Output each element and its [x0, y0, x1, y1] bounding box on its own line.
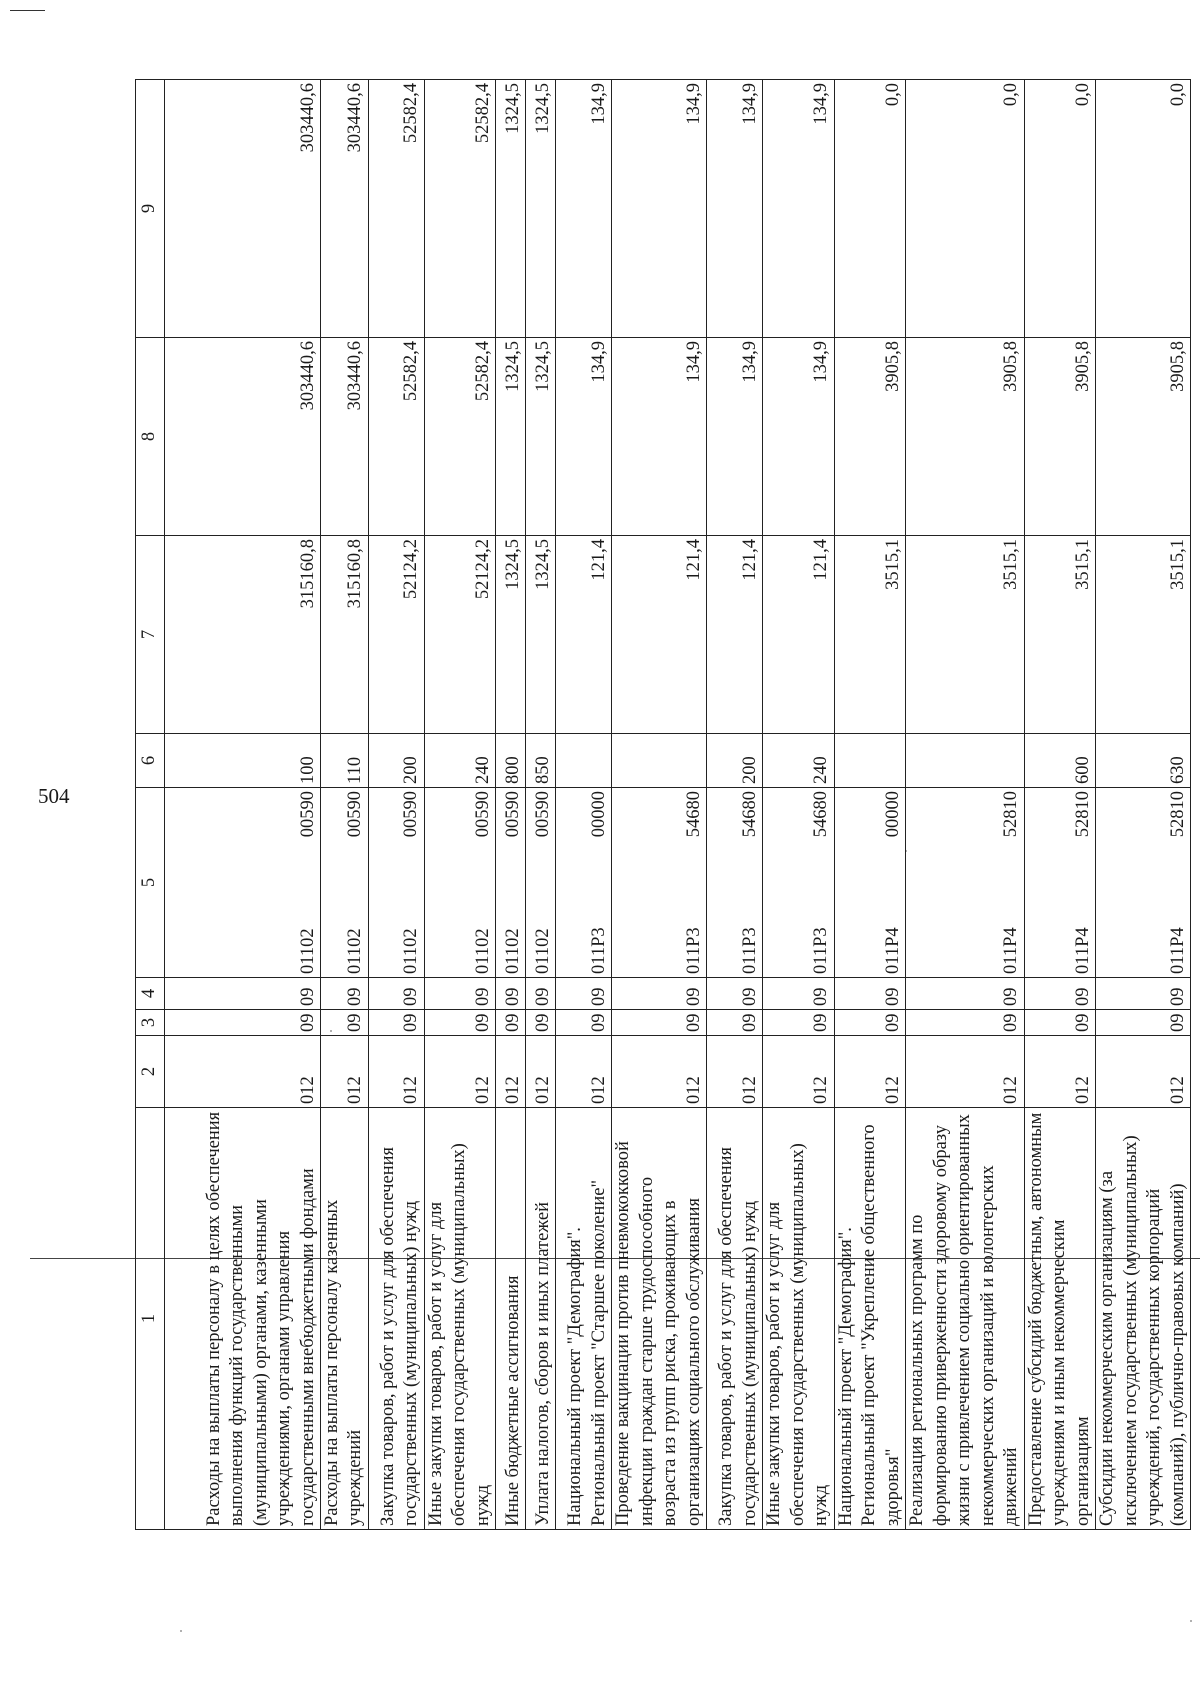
ministry-code: 012 [1024, 1036, 1095, 1108]
direction-code: 54680 [683, 791, 704, 838]
subsection-code: 09 [906, 978, 1024, 1010]
amount-col-7: 315160,8 [165, 536, 321, 734]
program-code: 01102 [472, 928, 493, 974]
ministry-code: 012 [834, 1036, 905, 1108]
program-code: 011P4 [1072, 927, 1093, 974]
ministry-code: 012 [612, 1036, 707, 1108]
ministry-code: 012 [1096, 1036, 1191, 1108]
expense-type-code: 200 [707, 734, 763, 788]
row-description: Иные закупки товаров, работ и услуг для обеспечения государственных (муниципальных) нужд [763, 1108, 834, 1530]
subsection-code: 09 [556, 978, 612, 1010]
direction-code: 54680 [739, 791, 760, 838]
program-code: 011P4 [882, 927, 903, 974]
amount-col-8: 134,9 [763, 338, 834, 536]
amount-col-9: 0,0 [906, 80, 1024, 338]
direction-code: 52810 [1001, 791, 1022, 838]
column-header-6: 6 [136, 734, 165, 788]
ministry-code: 012 [707, 1036, 763, 1108]
column-header-3: 3 [136, 1010, 165, 1036]
section-code: 09 [707, 1010, 763, 1036]
row-description: Закупка товаров, работ и услуг для обеспечения государственных (муниципальных) нужд [707, 1108, 763, 1530]
table-row [906, 80, 1024, 1530]
section-code: 09 [834, 1010, 905, 1036]
target-article-code [763, 788, 834, 978]
program-code: 011P3 [683, 927, 704, 974]
expense-type-code: 630 [1096, 734, 1191, 788]
rotated-budget-table-sheet [135, 80, 1188, 1530]
program-code: 01102 [502, 928, 523, 974]
table-header [136, 80, 165, 1530]
row-description: Национальный проект "Демография". Региональный проект "Укрепление общественного здоровья" [834, 1108, 905, 1530]
amount-col-8: 3905,8 [1096, 338, 1191, 536]
amount-col-8: 1324,5 [526, 338, 556, 536]
section-code: 09 [496, 1010, 526, 1036]
section-code: 09 [763, 1010, 834, 1036]
table-row [763, 80, 834, 1530]
amount-col-7: 121,4 [556, 536, 612, 734]
direction-code: 54680 [811, 791, 832, 838]
amount-col-7: 1324,5 [496, 536, 526, 734]
row-description: Предоставление субсидий бюджетным, автономным учреждениям и иным некоммерческим организациям [1024, 1108, 1095, 1530]
ministry-code: 012 [368, 1036, 424, 1108]
row-description: Закупка товаров, работ и услуг для обеспечения государственных (муниципальных) нужд [368, 1108, 424, 1530]
direction-code: 00590 [472, 791, 493, 838]
table-row [165, 80, 321, 1530]
program-code: 011P4 [1167, 927, 1188, 974]
subsection-code: 09 [1096, 978, 1191, 1010]
target-article-code [707, 788, 763, 978]
column-header-2: 2 [136, 1036, 165, 1108]
table-row [556, 80, 612, 1530]
target-article-code [612, 788, 707, 978]
amount-col-7: 52124,2 [368, 536, 424, 734]
amount-col-7: 121,4 [612, 536, 707, 734]
expense-type-code [834, 734, 905, 788]
amount-col-9: 52582,4 [424, 80, 495, 338]
table-row [424, 80, 495, 1530]
direction-code: 00000 [588, 791, 609, 838]
ministry-code: 012 [496, 1036, 526, 1108]
expense-type-code: 200 [368, 734, 424, 788]
subsection-code: 09 [368, 978, 424, 1010]
amount-col-7: 121,4 [763, 536, 834, 734]
table-row [526, 80, 556, 1530]
ministry-code: 012 [165, 1036, 321, 1108]
expense-type-code [556, 734, 612, 788]
amount-col-7: 3515,1 [1024, 536, 1095, 734]
expense-type-code: 850 [526, 734, 556, 788]
page-number: 504 [38, 784, 70, 808]
section-code: 09 [1024, 1010, 1095, 1036]
amount-col-8: 303440,6 [321, 338, 369, 536]
section-code: 09 [1096, 1010, 1191, 1036]
expense-type-code: 240 [424, 734, 495, 788]
program-code: 011P3 [588, 927, 609, 974]
amount-col-8: 1324,5 [496, 338, 526, 536]
header-row [136, 80, 165, 1530]
direction-code: 00590 [532, 791, 553, 838]
target-article-code [321, 788, 369, 978]
amount-col-8: 3905,8 [906, 338, 1024, 536]
amount-col-8: 3905,8 [1024, 338, 1095, 536]
expense-type-code [612, 734, 707, 788]
amount-col-9: 303440,6 [321, 80, 369, 338]
column-header-1: 1 [136, 1108, 165, 1530]
subsection-code: 09 [526, 978, 556, 1010]
direction-code: 00000 [882, 791, 903, 838]
program-code: 01102 [345, 928, 366, 974]
amount-col-7: 315160,8 [321, 536, 369, 734]
subsection-code: 09 [1024, 978, 1095, 1010]
amount-col-7: 3515,1 [906, 536, 1024, 734]
target-article-code [1096, 788, 1191, 978]
expense-type-code: 240 [763, 734, 834, 788]
section-code: 09 [556, 1010, 612, 1036]
section-code: 09 [424, 1010, 495, 1036]
subsection-code: 09 [424, 978, 495, 1010]
corner-scan-mark [10, 10, 45, 11]
amount-col-7: 121,4 [707, 536, 763, 734]
target-article-code [424, 788, 495, 978]
amount-col-9: 0,0 [834, 80, 905, 338]
amount-col-8: 134,9 [556, 338, 612, 536]
ministry-code: 012 [763, 1036, 834, 1108]
direction-code: 52810 [1072, 791, 1093, 838]
amount-col-9: 303440,6 [165, 80, 321, 338]
section-code: 09 [165, 1010, 321, 1036]
program-code: 011P4 [1001, 927, 1022, 974]
program-code: 01102 [532, 928, 553, 974]
section-code: 09 [906, 1010, 1024, 1036]
target-article-code [165, 788, 321, 978]
column-header-5: 5 [136, 788, 165, 978]
table-row [612, 80, 707, 1530]
table-row [1096, 80, 1191, 1530]
table-row [834, 80, 905, 1530]
subsection-code: 09 [321, 978, 369, 1010]
target-article-code [556, 788, 612, 978]
budget-table [135, 79, 1191, 1530]
target-article-code [834, 788, 905, 978]
expense-type-code: 110 [321, 734, 369, 788]
direction-code: 00590 [297, 791, 318, 838]
amount-col-8: 134,9 [707, 338, 763, 536]
amount-col-7: 52124,2 [424, 536, 495, 734]
table-row [368, 80, 424, 1530]
row-description: Национальный проект "Демография". Региональный проект "Старшее поколение" [556, 1108, 612, 1530]
direction-code: 00590 [502, 791, 523, 838]
program-code: 011P3 [739, 927, 760, 974]
table-row [1024, 80, 1095, 1530]
amount-col-8: 303440,6 [165, 338, 321, 536]
row-description: Иные бюджетные ассигнования [496, 1108, 526, 1530]
row-description: Расходы на выплаты персоналу в целях обеспечения выполнения функций государственными (муниципальными) органами, казенными учреждениями, органами управления государственными внебюджетными фондами [165, 1108, 321, 1530]
column-header-9: 9 [136, 80, 165, 338]
expense-type-code: 600 [1024, 734, 1095, 788]
amount-col-9: 134,9 [612, 80, 707, 338]
amount-col-9: 1324,5 [526, 80, 556, 338]
amount-col-7: 3515,1 [834, 536, 905, 734]
table-row [321, 80, 369, 1530]
section-code: 09 [526, 1010, 556, 1036]
amount-col-9: 0,0 [1096, 80, 1191, 338]
ministry-code: 012 [526, 1036, 556, 1108]
expense-type-code: 800 [496, 734, 526, 788]
table-row [707, 80, 763, 1530]
amount-col-7: 3515,1 [1096, 536, 1191, 734]
target-article-code [496, 788, 526, 978]
subsection-code: 09 [834, 978, 905, 1010]
amount-col-8: 52582,4 [424, 338, 495, 536]
amount-col-9: 52582,4 [368, 80, 424, 338]
row-description: Субсидии некоммерческим организациям (за исключением государственных (муниципальных) учреждений, государственных корпораций (компаний), публично-правовых компаний) [1096, 1108, 1191, 1530]
subsection-code: 09 [496, 978, 526, 1010]
target-article-code [526, 788, 556, 978]
program-code: 011P3 [811, 927, 832, 974]
column-header-8: 8 [136, 338, 165, 536]
subsection-code: 09 [707, 978, 763, 1010]
subsection-code: 09 [763, 978, 834, 1010]
amount-col-9: 1324,5 [496, 80, 526, 338]
row-description: Проведение вакцинации против пневмококковой инфекции граждан старше трудоспособного возраста из групп риска, проживающих в организациях социального обслуживания [612, 1108, 707, 1530]
section-code: 09 [321, 1010, 369, 1036]
table-body [165, 80, 1191, 1530]
amount-col-9: 134,9 [556, 80, 612, 338]
ministry-code: 012 [906, 1036, 1024, 1108]
row-description: Иные закупки товаров, работ и услуг для обеспечения государственных (муниципальных) нужд [424, 1108, 495, 1530]
column-header-4: 4 [136, 978, 165, 1010]
subsection-code: 09 [612, 978, 707, 1010]
amount-col-8: 3905,8 [834, 338, 905, 536]
amount-col-8: 52582,4 [368, 338, 424, 536]
direction-code: 00590 [401, 791, 422, 838]
subsection-code: 09 [165, 978, 321, 1010]
ministry-code: 012 [424, 1036, 495, 1108]
amount-col-8: 134,9 [612, 338, 707, 536]
scan-speck [1190, 1620, 1192, 1622]
direction-code: 52810 [1167, 791, 1188, 838]
expense-type-code [906, 734, 1024, 788]
table-row [496, 80, 526, 1530]
scan-speck [180, 1630, 182, 1632]
column-header-7: 7 [136, 536, 165, 734]
target-article-code [906, 788, 1024, 978]
program-code: 01102 [401, 928, 422, 974]
amount-col-9: 0,0 [1024, 80, 1095, 338]
row-description: Расходы на выплаты персоналу казенных учреждений [321, 1108, 369, 1530]
ministry-code: 012 [321, 1036, 369, 1108]
direction-code: 00590 [345, 791, 366, 838]
amount-col-9: 134,9 [763, 80, 834, 338]
ministry-code: 012 [556, 1036, 612, 1108]
program-code: 01102 [297, 928, 318, 974]
row-description: Реализация региональных программ по формированию приверженности здоровому образу жизни с привлечением социально ориентированных некоммерческих организаций и волонтерских движений [906, 1108, 1024, 1530]
row-description: Уплата налогов, сборов и иных платежей [526, 1108, 556, 1530]
amount-col-7: 1324,5 [526, 536, 556, 734]
section-code: 09 [612, 1010, 707, 1036]
target-article-code [368, 788, 424, 978]
section-code: 09 [368, 1010, 424, 1036]
expense-type-code: 100 [165, 734, 321, 788]
amount-col-9: 134,9 [707, 80, 763, 338]
target-article-code [1024, 788, 1095, 978]
